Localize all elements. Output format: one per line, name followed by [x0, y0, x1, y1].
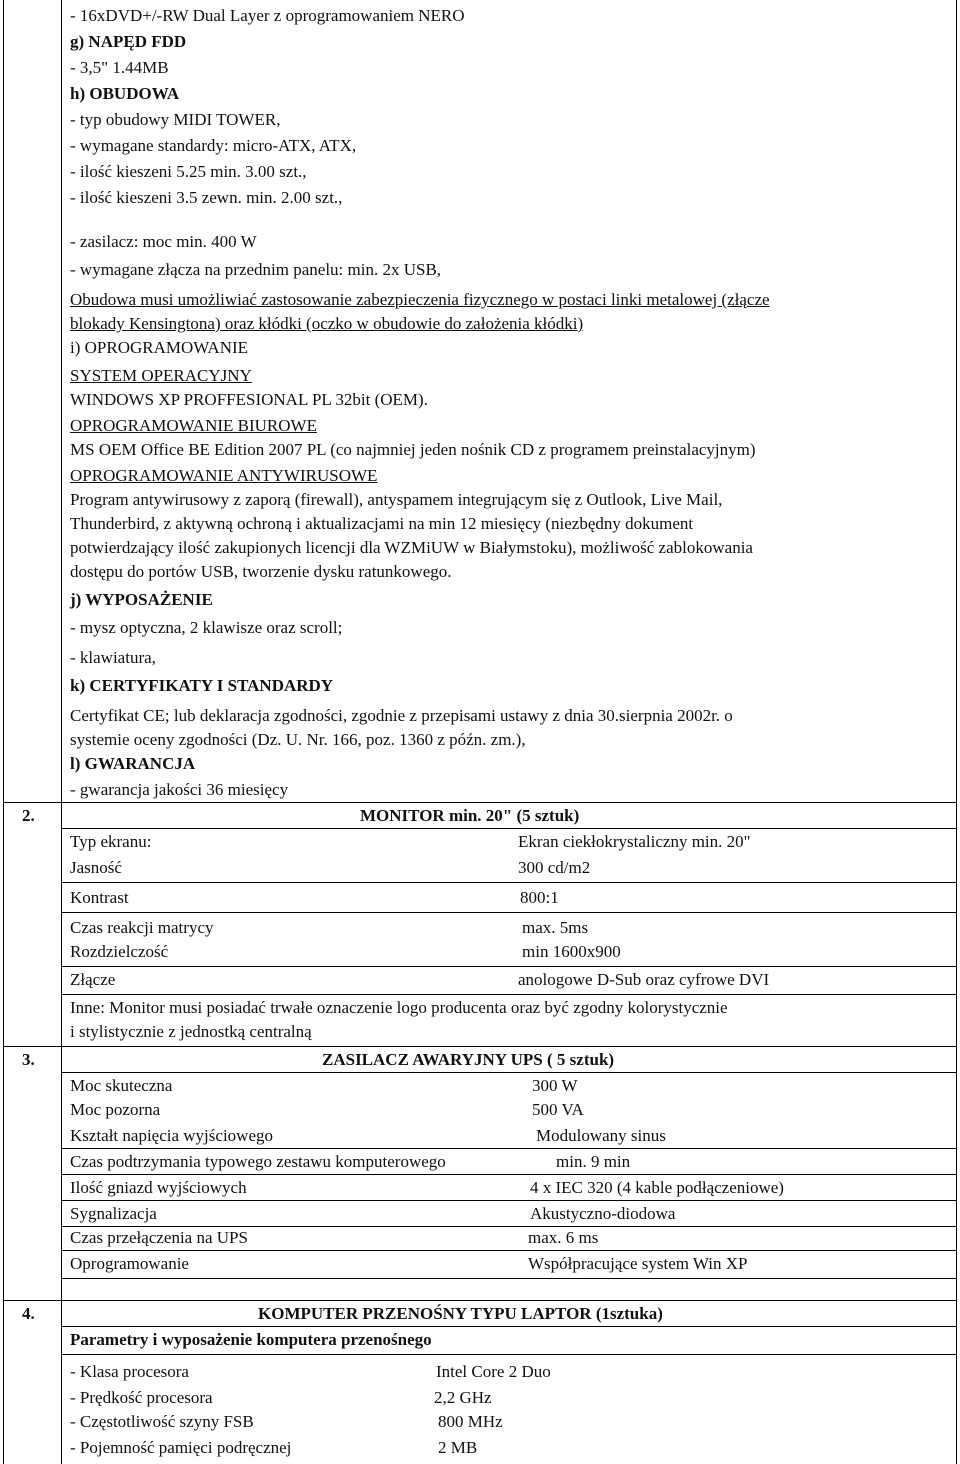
row-divider — [61, 1354, 957, 1355]
monitor-value: min 1600x900 — [522, 942, 621, 961]
laptop-subtitle: Parametry i wyposażenie komputera przenośnego — [70, 1330, 432, 1349]
ups-label: Ilość gniazd wyjściowych — [70, 1178, 247, 1197]
monitor-note: i stylistycznie z jednostką centralną — [70, 1022, 312, 1041]
spec-line: - ilość kieszeni 3.5 zewn. min. 2.00 szt., — [70, 188, 343, 207]
monitor-note: Inne: Monitor musi posiadać trwałe oznaczenie logo producenta oraz być zgodny kolorystycznie — [70, 998, 728, 1017]
office-value: MS OEM Office BE Edition 2007 PL (co najmniej jeden nośnik CD z programem preinstalacyjnym) — [70, 440, 756, 459]
office-label: OPROGRAMOWANIE BIUROWE — [70, 416, 317, 435]
spec-line: - ilość kieszeni 5.25 min. 3.00 szt., — [70, 162, 307, 181]
security-line: Obudowa musi umożliwiać zastosowanie zabezpieczenia fizycznego w postaci linki metalowej (złącze — [70, 290, 770, 309]
row-divider — [61, 1250, 957, 1251]
certs-line: Certyfikat CE; lub deklaracja zgodności, zgodnie z przepisami ustawy z dnia 30.sierpnia 2002r. o — [70, 706, 733, 725]
monitor-label: Jasność — [70, 858, 122, 877]
certs-heading: k) CERTYFIKATY I STANDARDY — [70, 676, 334, 695]
laptop-title: KOMPUTER PRZENOŚNY TYPU LAPTOR (1sztuka) — [258, 1304, 663, 1323]
antivirus-line: Program antywirusowy z zaporą (firewall), antyspamem integrującym się z Outlook, Live Mail, — [70, 490, 723, 509]
monitor-value: 300 cd/m2 — [518, 858, 591, 877]
item-number: 3. — [22, 1050, 35, 1069]
item-number: 2. — [22, 806, 35, 825]
ups-value: 300 W — [532, 1076, 578, 1095]
section-heading: h) OBUDOWA — [70, 84, 180, 103]
table-border-middle — [61, 0, 62, 1464]
equipment-item: - klawiatura, — [70, 648, 156, 667]
monitor-value: anologowe D-Sub oraz cyfrowe DVI — [518, 970, 770, 989]
row-divider — [3, 1300, 957, 1301]
row-divider — [61, 1226, 957, 1227]
ups-label: Moc pozorna — [70, 1100, 161, 1119]
equipment-heading: j) WYPOSAŻENIE — [70, 590, 213, 609]
monitor-label: Złącze — [70, 970, 116, 989]
antivirus-line: Thunderbird, z aktywną ochroną i aktualizacjami na min 12 miesięcy (niezbędny dokument — [70, 514, 694, 533]
os-value: WINDOWS XP PROFFESIONAL PL 32bit (OEM). — [70, 390, 428, 409]
spec-line: - wymagane złącza na przednim panelu: min. 2x USB, — [70, 260, 442, 279]
row-divider — [61, 1174, 957, 1175]
spec-line: - 3,5" 1.44MB — [70, 58, 169, 77]
security-line: blokady Kensingtona) oraz kłódki (oczko w obudowie do założenia kłódki) — [70, 314, 584, 333]
laptop-label: - Pojemność pamięci podręcznej — [70, 1438, 292, 1457]
warranty-line: - gwarancja jakości 36 miesięcy — [70, 780, 289, 799]
laptop-value: 2 MB — [438, 1438, 478, 1457]
row-divider — [61, 1326, 957, 1327]
ups-value: Współpracujące system Win XP — [528, 1254, 748, 1273]
ups-value: min. 9 min — [556, 1152, 631, 1171]
monitor-label: Typ ekranu: — [70, 832, 152, 851]
ups-title: ZASILACZ AWARYJNY UPS ( 5 sztuk) — [322, 1050, 615, 1069]
certs-line: systemie oceny zgodności (Dz. U. Nr. 166, poz. 1360 z późn. zm.), — [70, 730, 526, 749]
laptop-value: 2,2 GHz — [434, 1388, 492, 1407]
spec-line: - 16xDVD+/-RW Dual Layer z oprogramowaniem NERO — [70, 6, 465, 25]
warranty-heading: l) GWARANCJA — [70, 754, 196, 773]
antivirus-line: potwierdzający ilość zakupionych licencji dla WZMiUW w Białymstoku), możliwość zablokowania — [70, 538, 753, 557]
antivirus-line: dostępu do portów USB, tworzenie dysku ratunkowego. — [70, 562, 452, 581]
ups-value: max. 6 ms — [528, 1228, 599, 1247]
laptop-label: - Częstotliwość szyny FSB — [70, 1412, 254, 1431]
row-divider — [61, 1148, 957, 1149]
table-border-left — [3, 0, 4, 1464]
row-divider — [61, 828, 957, 829]
ups-value: Akustyczno-diodowa — [530, 1204, 676, 1223]
monitor-label: Czas reakcji matrycy — [70, 918, 214, 937]
spec-line: - zasilacz: moc min. 400 W — [70, 232, 257, 251]
spec-line: - wymagane standardy: micro-ATX, ATX, — [70, 136, 357, 155]
ups-label: Czas przełączenia na UPS — [70, 1228, 248, 1247]
row-divider — [61, 966, 957, 967]
ups-value: 4 x IEC 320 (4 kable podłączeniowe) — [530, 1178, 784, 1197]
item-number: 4. — [22, 1304, 35, 1323]
monitor-value: max. 5ms — [522, 918, 589, 937]
row-divider — [61, 994, 957, 995]
ups-label: Moc skuteczna — [70, 1076, 173, 1095]
laptop-label: - Klasa procesora — [70, 1362, 189, 1381]
row-divider — [61, 1278, 957, 1279]
software-heading: i) OPROGRAMOWANIE — [70, 338, 249, 357]
row-divider — [61, 1072, 957, 1073]
row-divider — [61, 1200, 957, 1201]
row-divider — [3, 802, 957, 803]
equipment-item: - mysz optyczna, 2 klawisze oraz scroll; — [70, 618, 343, 637]
table-border-right — [956, 0, 957, 1464]
laptop-value: Intel Core 2 Duo — [436, 1362, 551, 1381]
monitor-label: Rozdzielczość — [70, 942, 169, 961]
laptop-value: 800 MHz — [438, 1412, 503, 1431]
ups-label: Kształt napięcia wyjściowego — [70, 1126, 273, 1145]
antivirus-label: OPROGRAMOWANIE ANTYWIRUSOWE — [70, 466, 378, 485]
row-divider — [61, 912, 957, 913]
ups-label: Oprogramowanie — [70, 1254, 189, 1273]
monitor-value: 800:1 — [520, 888, 559, 907]
section-heading: g) NAPĘD FDD — [70, 32, 187, 51]
row-divider — [61, 882, 957, 883]
monitor-value: Ekran ciekłokrystaliczny min. 20" — [518, 832, 751, 851]
laptop-label: - Prędkość procesora — [70, 1388, 213, 1407]
os-label: SYSTEM OPERACYJNY — [70, 366, 252, 385]
monitor-title: MONITOR min. 20" (5 sztuk) — [360, 806, 580, 825]
ups-value: Modulowany sinus — [536, 1126, 666, 1145]
ups-value: 500 VA — [532, 1100, 584, 1119]
row-divider — [3, 1046, 957, 1047]
ups-label: Sygnalizacja — [70, 1204, 157, 1223]
spec-line: - typ obudowy MIDI TOWER, — [70, 110, 281, 129]
ups-label: Czas podtrzymania typowego zestawu komputerowego — [70, 1152, 446, 1171]
monitor-label: Kontrast — [70, 888, 129, 907]
